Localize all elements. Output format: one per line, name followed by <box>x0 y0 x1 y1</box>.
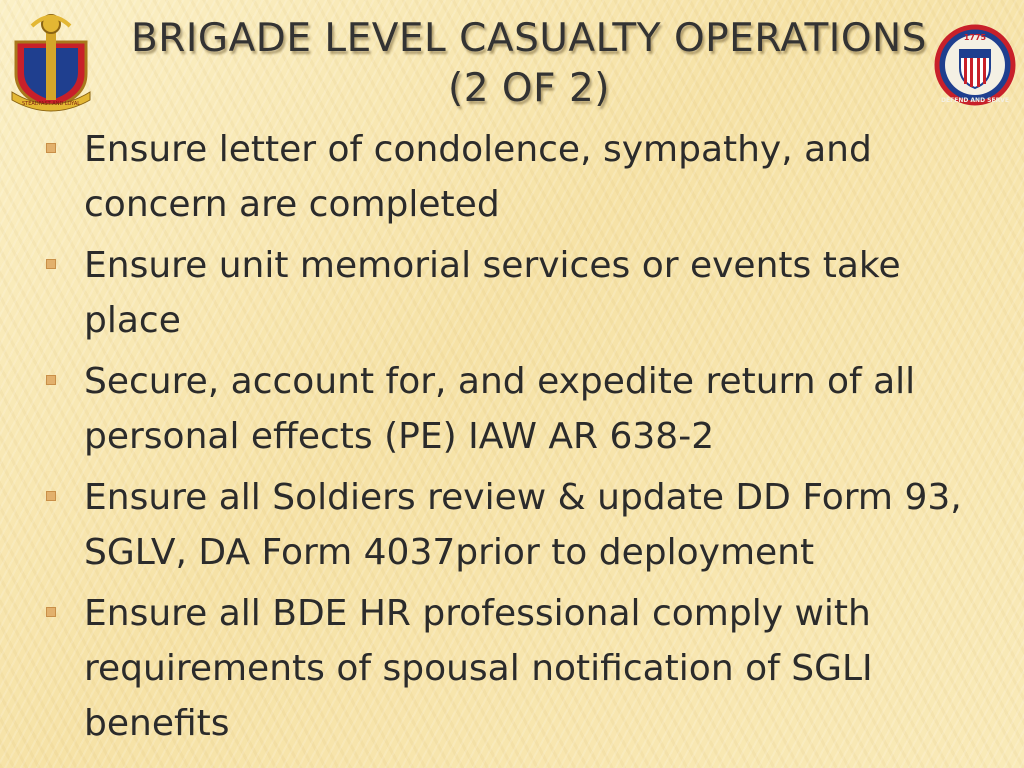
bullet-text: Ensure unit memorial services or events take place <box>84 245 901 341</box>
bullet-text: Secure, account for, and expedite return of all personal effects (PE) IAW AR 638-2 <box>84 361 916 457</box>
bullet-item-2 <box>40 238 1000 348</box>
bullet-list <box>40 122 1000 757</box>
bullet-marker-icon <box>46 259 56 269</box>
bullet-text: Ensure all Soldiers review & update DD Form 93, SGLV, DA Form 4037prior to deployment <box>84 477 962 573</box>
title-line-1: BRIGADE LEVEL CASUALTY OPERATIONS <box>131 16 927 61</box>
title-line-2: (2 OF 2) <box>448 66 610 111</box>
bullet-item-5 <box>40 586 1000 751</box>
left-logo-motto: STEADFAST AND LOYAL <box>21 101 81 107</box>
adjutant-general-crest-logo <box>934 22 1016 108</box>
slide-title <box>96 14 962 114</box>
bullet-item-4 <box>40 470 1000 580</box>
bullet-item-1 <box>40 122 1000 232</box>
bullet-item-3 <box>40 354 1000 464</box>
bullet-marker-icon <box>46 375 56 385</box>
right-logo-year: 1775 <box>963 33 987 42</box>
bullet-text: Ensure letter of condolence, sympathy, and concern are completed <box>84 129 872 225</box>
regimental-crest-logo <box>10 8 92 112</box>
bullet-text: Ensure all BDE HR professional comply with requirements of spousal notification of SGLI benefits <box>84 593 873 744</box>
bullet-marker-icon <box>46 143 56 153</box>
right-logo-motto: DEFEND AND SERVE <box>941 97 1009 104</box>
bullet-marker-icon <box>46 491 56 501</box>
bullet-marker-icon <box>46 607 56 617</box>
